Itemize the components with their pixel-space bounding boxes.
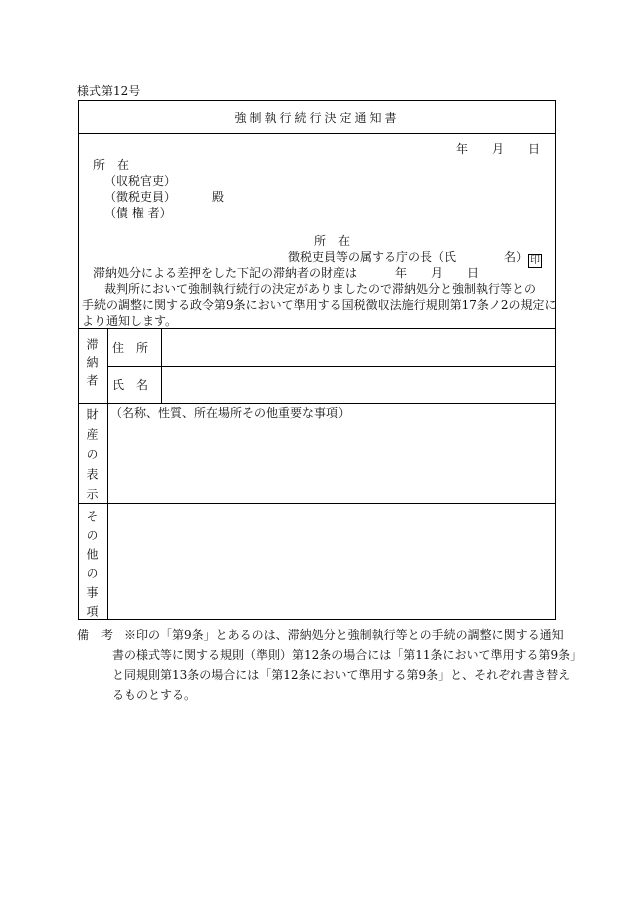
addressee-role-collector: （徴税吏員） bbox=[104, 190, 177, 204]
body-line-4: より通知します。 bbox=[82, 314, 178, 328]
divider bbox=[161, 328, 162, 403]
document-title: 強制執行続行決定通知書 bbox=[234, 111, 400, 125]
body-line-2: 裁判所において強制執行続行の決定がありましたので滞納処分と強制執行等との bbox=[104, 282, 537, 296]
other-matters-label: その他の事項 bbox=[85, 510, 99, 624]
remarks-label: 備 考 bbox=[77, 628, 114, 642]
divider bbox=[107, 366, 555, 367]
divider bbox=[107, 328, 108, 619]
addressee-role-creditor: （債 権 者） bbox=[104, 206, 172, 220]
body-line-3: 手続の調整に関する政令第9条において準用する国税徴収法施行規則第17条ノ2の規定に bbox=[82, 298, 557, 312]
form-number: 様式第12号 bbox=[77, 84, 141, 98]
body-date: 年 月 日 bbox=[395, 266, 480, 280]
sender-location: 所 在 bbox=[314, 234, 351, 248]
body-line-1: 滞納処分による差押をした下記の滞納者の財産は bbox=[93, 266, 358, 280]
delinquent-label: 滞納者 bbox=[85, 338, 99, 392]
seal-mark: 印 bbox=[530, 255, 541, 266]
addressee-honorific: 殿 bbox=[212, 190, 225, 204]
divider bbox=[79, 403, 555, 404]
property-hint: （名称、性質、所在場所その他重要な事項） bbox=[110, 406, 351, 420]
sender-name-text: 徴税吏員等の属する庁の長（氏 名） bbox=[288, 250, 529, 264]
issue-date: 年 月 日 bbox=[456, 142, 541, 156]
remarks-line-4: るものとする。 bbox=[112, 688, 197, 702]
address-label: 住 所 bbox=[112, 341, 149, 355]
remarks-line-1: ※印の「第9条」とあるのは、滞納処分と強制執行等との手続の調整に関する通知 bbox=[124, 628, 564, 642]
addressee-location: 所 在 bbox=[93, 158, 130, 172]
remarks-line-2: 書の様式等に関する規則（準則）第12条の場合には「第11条において準用する第9条」 bbox=[112, 648, 583, 662]
divider bbox=[79, 503, 555, 504]
property-label: 財産の表示 bbox=[85, 408, 99, 508]
addressee-role-tax-official: （収税官吏） bbox=[104, 174, 177, 188]
remarks-line-3: と同規則第13条の場合には「第12条において準用する第9条」と、それぞれ書き替え bbox=[112, 668, 571, 682]
name-label: 氏 名 bbox=[112, 378, 149, 392]
divider bbox=[79, 133, 555, 134]
